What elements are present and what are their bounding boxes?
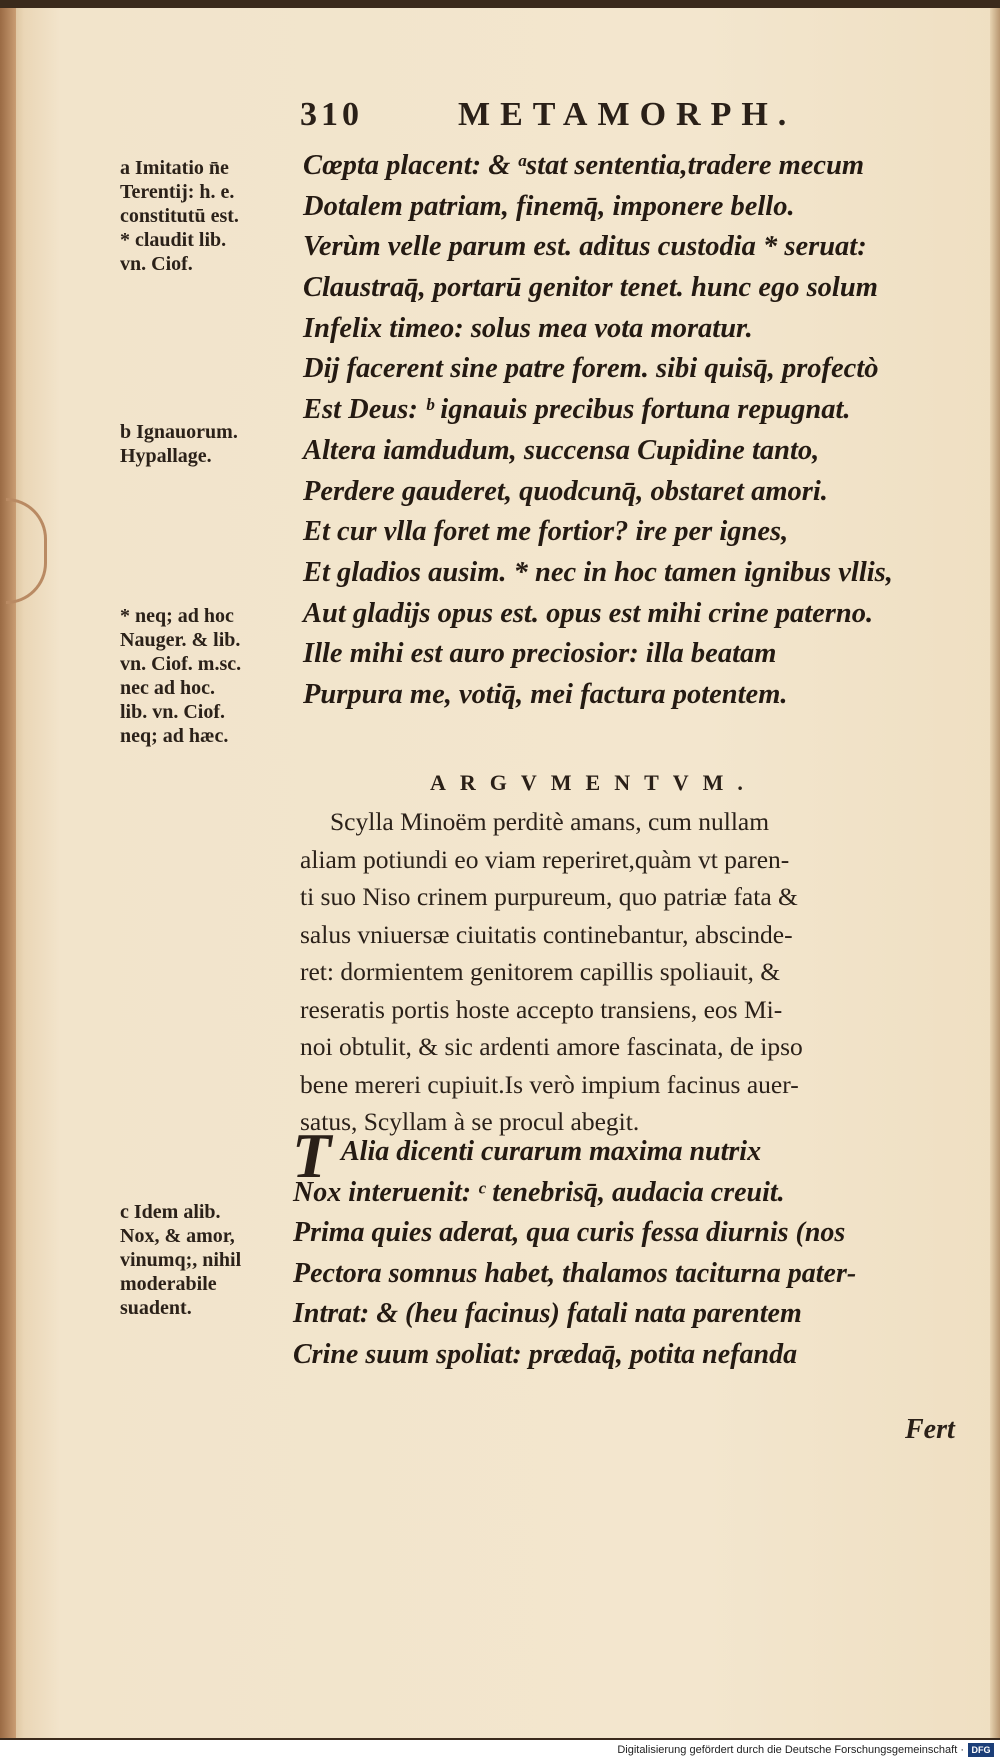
- margin-note-line: Nauger. & lib.: [120, 629, 241, 651]
- margin-note-star: [120, 604, 241, 748]
- verse-line: Et cur vlla foret me fortior? ire per ignes,: [303, 516, 789, 548]
- prose-line: ti suo Niso crinem purpureum, quo patriæ fata &: [300, 882, 798, 911]
- verse-line: Pectora somnus habet, thalamos taciturna pater-: [293, 1257, 857, 1289]
- margin-note-line: nec ad hoc.: [120, 677, 215, 699]
- verse-line: Claustraq̄, portarū genitor tenet. hunc ego solum: [303, 272, 878, 304]
- verse-line: Alia dicenti curarum maxima nutrix: [341, 1136, 762, 1167]
- verse-line: Crine suum spoliat: prædaq̄, potita nefanda: [293, 1338, 798, 1370]
- margin-note-line: b Ignauorum.: [120, 421, 238, 443]
- margin-note-b: [120, 420, 238, 468]
- margin-note-a: [120, 156, 239, 276]
- verse-block-top: [303, 146, 893, 716]
- footer-credit: Digitalisierung gefördert durch die Deutsche Forschungsgemeinschaft ·: [617, 1744, 964, 1756]
- margin-note-line: vn. Ciof.: [120, 253, 193, 275]
- prose-line: noi obtulit, & sic ardenti amore fascinata, de ipso: [300, 1032, 803, 1061]
- margin-note-line: * claudit lib.: [120, 229, 227, 251]
- verse-line: Cœpta placent: & ᵃstat sententia,tradere mecum: [303, 150, 865, 181]
- prose-line: reseratis portis hoste accepto transiens, eos Mi-: [300, 994, 783, 1024]
- verse-line: Est Deus: ᵇ ignauis precibus fortuna repugnat.: [303, 394, 851, 426]
- digitization-footer: [0, 1740, 1000, 1761]
- verse-line: Intrat: & (heu facinus) fatali nata parentem: [293, 1298, 802, 1330]
- dfg-logo: DFG: [968, 1743, 994, 1757]
- margin-note-line: suadent.: [120, 1297, 192, 1319]
- prose-line: Scylla Minoëm perditè amans, cum nullam: [330, 807, 770, 836]
- verse-line: Ille mihi est auro preciosior: illa beatam: [303, 638, 777, 670]
- drop-cap: T: [292, 1120, 332, 1191]
- margin-note-line: c Idem alib.: [120, 1201, 221, 1223]
- verse-line: Infelix timeo: solus mea vota moratur.: [303, 312, 753, 344]
- running-title: METAMORPH.: [458, 96, 797, 133]
- verse-line: Aut gladijs opus est. opus est mihi crine paterno.: [303, 597, 874, 629]
- prose-line: aliam potiundi eo viam reperiret,quàm vt paren-: [300, 844, 790, 874]
- margin-note-line: * neq; ad hoc: [120, 605, 234, 627]
- catchword: Fert: [905, 1414, 955, 1445]
- page-edge-right: [990, 8, 1000, 1738]
- verse-line: Perdere gauderet, quodcunq̄, obstaret amori.: [303, 475, 828, 507]
- prose-line: satus, Scyllam à se procul abegit.: [300, 1107, 640, 1136]
- verse-line: Verùm velle parum est. aditus custodia * seruat:: [303, 231, 867, 263]
- argument-heading: ARGVMENTVM.: [430, 770, 757, 795]
- margin-note-line: Hypallage.: [120, 445, 212, 467]
- margin-note-line: a Imitatio n̄e: [120, 157, 229, 179]
- prose-line: ret: dormientem genitorem capillis spoliauit, &: [300, 957, 781, 986]
- verse-line: Dij facerent sine patre forem. sibi quisq̄, profectò: [303, 353, 879, 385]
- verse-line: Nox interuenit: ᶜ tenebrisq̄, audacia creuit.: [293, 1176, 785, 1208]
- page-edge-left: [0, 8, 16, 1738]
- book-page: [0, 8, 1000, 1738]
- margin-note-line: lib. vn. Ciof.: [120, 701, 226, 723]
- verse-line: Altera iamdudum, succensa Cupidine tanto,: [303, 434, 820, 466]
- verse-line: Dotalem patriam, finemq̄, imponere bello.: [303, 190, 795, 222]
- prose-line: salus vniuersæ ciuitatis continebantur, abscinde-: [300, 919, 793, 949]
- prose-line: bene mereri cupiuit.Is verò impium facinus auer-: [300, 1069, 799, 1099]
- verse-line: Purpura me, votiq̄, mei factura potentem.: [303, 678, 788, 710]
- verse-line: Prima quies aderat, qua curis fessa diurnis (nos: [293, 1217, 846, 1249]
- margin-note-c: [120, 1200, 241, 1320]
- margin-note-line: Terentij: h. e.: [120, 181, 235, 203]
- margin-note-line: moderabile: [120, 1273, 217, 1295]
- verse-line: Et gladios ausim. * nec in hoc tamen ignibus vllis,: [303, 556, 893, 588]
- page-header: [300, 96, 820, 136]
- margin-note-line: Nox, & amor,: [120, 1225, 235, 1247]
- clasp-mark: [6, 498, 47, 604]
- argument-paragraph: [300, 803, 980, 1141]
- margin-note-line: vinumq;, nihil: [120, 1249, 242, 1271]
- page-number: 310: [300, 96, 363, 133]
- margin-note-line: constitutū est.: [120, 205, 239, 227]
- margin-note-line: neq; ad hæc.: [120, 725, 229, 747]
- verse-block-bottom: [293, 1132, 856, 1376]
- margin-note-line: vn. Ciof. m.sc.: [120, 653, 242, 675]
